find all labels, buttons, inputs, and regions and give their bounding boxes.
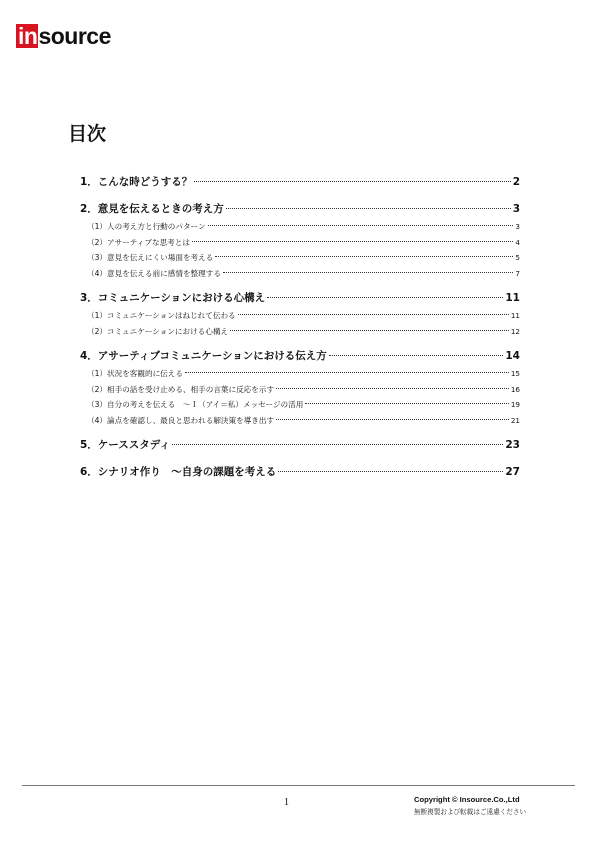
toc-entry-label: （1）人の考え方と行動のパターン: [87, 222, 206, 231]
toc-leader-dots: [276, 388, 509, 389]
toc-entry-label: （1）状況を客観的に伝える: [87, 369, 183, 378]
page-number: 1: [284, 797, 289, 808]
toc-chapter-entry[interactable]: [80, 172, 520, 192]
insource-logo: [16, 24, 111, 48]
toc-leader-dots: [267, 297, 503, 298]
footer-divider: [22, 785, 575, 786]
toc-leader-dots: [276, 419, 509, 420]
toc-entry-label: 6．シナリオ作り ～自身の課題を考える: [80, 466, 277, 478]
toc-entry-page: 16: [510, 384, 520, 394]
toc-leader-dots: [305, 403, 509, 404]
toc-leader-dots: [230, 330, 509, 331]
toc-chapter-entry[interactable]: [80, 288, 520, 308]
toc-entry-label: （2）コミュニケーションにおける心構え: [87, 326, 229, 336]
toc-entry-page: 15: [510, 369, 520, 378]
toc-entry-label: 2．意見を伝えるときの考え方: [80, 203, 224, 215]
toc-entry-page: 23: [505, 439, 520, 451]
toc-leader-dots: [215, 256, 513, 257]
toc-entry-page: 2: [512, 176, 520, 188]
toc-section-entry[interactable]: [80, 324, 520, 340]
toc-leader-dots: [194, 181, 510, 182]
toc-entry-label: 1．こんな時どうする？: [80, 176, 193, 188]
toc-entry-label: （2）アサーティブな思考とは: [87, 237, 190, 247]
toc-chapter-entry[interactable]: [80, 435, 520, 455]
logo-source: source: [38, 23, 111, 49]
toc-section-entry[interactable]: [80, 235, 520, 251]
toc-entry-page: 7: [515, 268, 520, 278]
toc-entry-page: 21: [510, 415, 520, 425]
toc-section-entry[interactable]: [80, 250, 520, 266]
toc-leader-dots: [226, 208, 511, 209]
toc-entry-page: 27: [505, 466, 520, 478]
toc-section-entry[interactable]: [80, 366, 520, 382]
toc-entry-page: 11: [505, 292, 520, 304]
toc-entry-label: （4）意見を伝える前に感情を整理する: [87, 268, 221, 278]
toc-entry-page: 5: [515, 253, 520, 262]
toc-leader-dots: [172, 444, 503, 445]
toc-leader-dots: [223, 272, 513, 273]
toc-section-entry[interactable]: [80, 308, 520, 324]
toc-leader-dots: [238, 314, 509, 315]
toc-entry-label: （3）意見を伝えにくい場面を考える: [87, 253, 214, 262]
toc-entry-label: （1）コミュニケーションはねじれて伝わる: [87, 311, 236, 320]
toc-chapter-entry[interactable]: [80, 199, 520, 219]
page-title: 目次: [68, 123, 107, 145]
copyright-text: Copyright © Insource.Co.,Ltd: [414, 795, 520, 804]
toc-leader-dots: [192, 241, 513, 242]
toc-entry-page: 3: [515, 222, 520, 231]
toc-section-entry[interactable]: [80, 397, 520, 413]
toc-leader-dots: [278, 471, 503, 472]
toc-section-entry[interactable]: [80, 382, 520, 398]
toc-chapter-entry[interactable]: [80, 346, 520, 366]
toc-section-entry[interactable]: [80, 219, 520, 235]
toc-entry-label: 3．コミュニケーションにおける心構え: [80, 292, 266, 304]
toc-section-entry[interactable]: [80, 266, 520, 282]
toc-entry-label: （4）論点を確認し、最良と思われる解決策を導き出す: [87, 415, 275, 425]
toc-leader-dots: [329, 355, 504, 356]
toc-entry-page: 19: [510, 400, 520, 409]
table-of-contents: [80, 172, 520, 482]
toc-entry-label: （2）相手の話を受け止める、相手の言葉に反応を示す: [87, 384, 275, 394]
toc-leader-dots: [185, 372, 509, 373]
toc-entry-label: （3）自分の考えを伝える ～Ｉ（アイ＝私）メッセージの活用: [87, 400, 304, 409]
toc-entry-page: 4: [515, 237, 520, 247]
toc-section-entry[interactable]: [80, 413, 520, 429]
toc-entry-page: 14: [505, 350, 520, 362]
toc-entry-label: 5．ケーススタディ: [80, 439, 170, 451]
copyright-notice: 無断複製および転載はご遠慮ください: [414, 808, 527, 816]
toc-entry-page: 12: [510, 326, 520, 336]
toc-chapter-entry[interactable]: [80, 462, 520, 482]
toc-entry-page: 3: [512, 203, 520, 215]
toc-leader-dots: [208, 225, 514, 226]
toc-entry-page: 11: [510, 311, 520, 320]
toc-entry-label: 4．アサーティブコミュニケーションにおける伝え方: [80, 350, 327, 362]
logo-in: in: [18, 23, 38, 49]
